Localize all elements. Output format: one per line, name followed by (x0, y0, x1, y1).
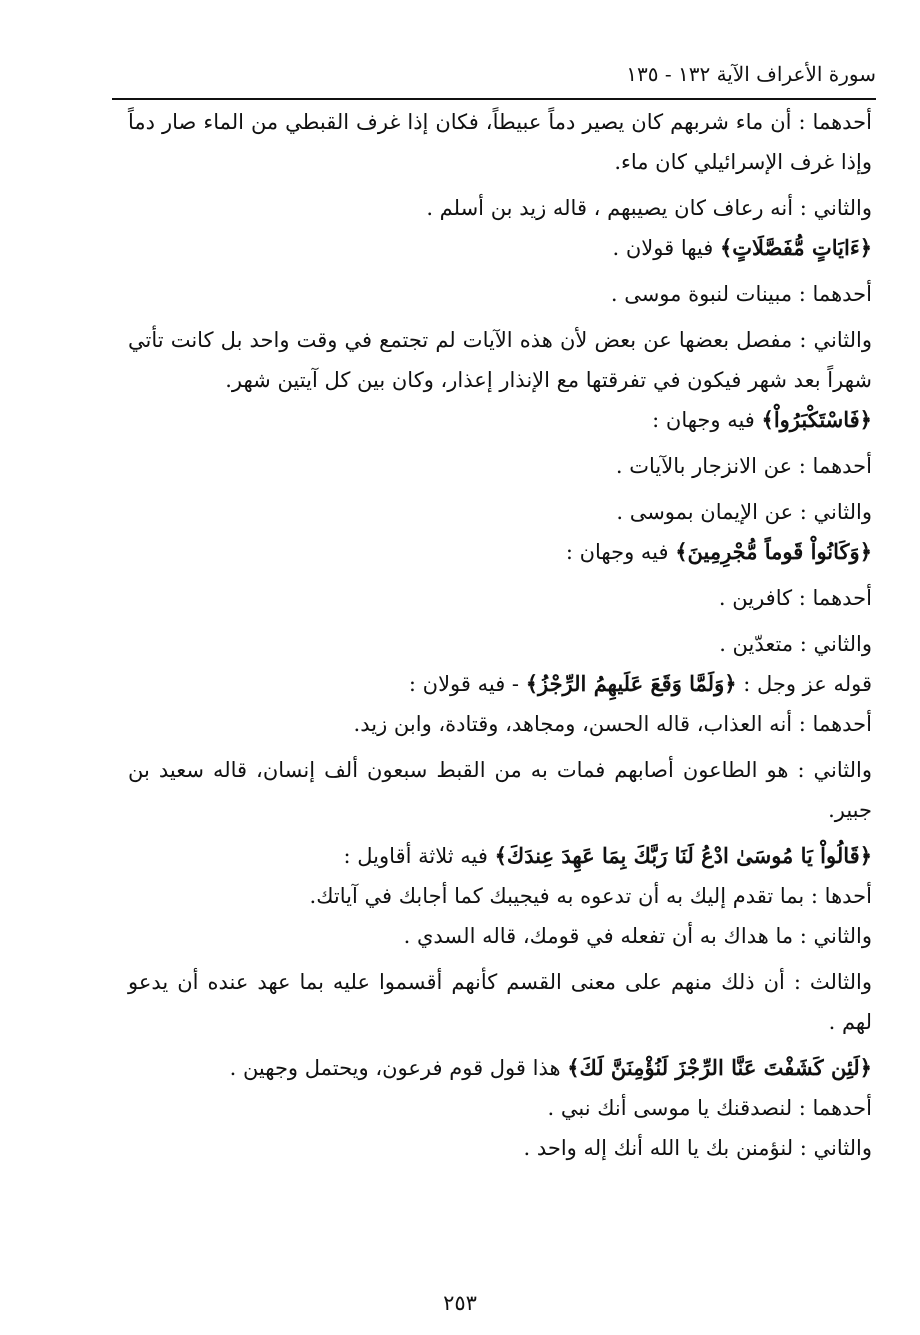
paragraph-19-text: هذا قول قوم فرعون، ويحتمل وجهين . (229, 1056, 568, 1080)
quran-quote-19: ﴿لَئِن كَشَفْتَ عَنَّا الرِّجْزَ لَنُؤْمِنَنَّ لَكَ﴾ (567, 1055, 872, 1080)
paragraph-5-text: والثاني : مفصل بعضها عن بعض لأن هذه الآيات لم تجتمع في وقت واحد بل كانت تأتي شهراً بعد شهر فيكون في تفرقتها مع الإنذار إعذار، وكان بين كل آيتين شهر. (128, 328, 872, 392)
paragraph-11-text: والثاني : متعدّين . (719, 632, 872, 656)
paragraph-12-text: - فيه قولان : (408, 672, 526, 696)
paragraph-4 (128, 274, 872, 314)
paragraph-18-text: والثالث : أن ذلك منهم على معنى القسم كأنهم أقسموا عليه بما عهد عنده أن يدعو لهم . (128, 970, 872, 1034)
paragraph-20-text: أحدهما : لنصدقنك يا موسى أنك نبي . (547, 1096, 872, 1120)
paragraph-5 (128, 320, 872, 400)
paragraph-8 (128, 492, 872, 532)
paragraph-16 (128, 876, 872, 916)
paragraph-10-text: أحدهما : كافرين . (718, 586, 872, 610)
paragraph-10 (128, 578, 872, 618)
page-number: ٢٥٣ (443, 1291, 477, 1315)
header-rule (112, 98, 876, 100)
paragraph-8-text: والثاني : عن الإيمان بموسى . (616, 500, 872, 524)
paragraph-18 (128, 962, 872, 1042)
paragraph-20 (128, 1088, 872, 1128)
running-header: سورة الأعراف الآية ١٣٢ - ١٣٥ (626, 62, 876, 86)
paragraph-6-text: فيه وجهان : (652, 408, 762, 432)
paragraph-14 (128, 750, 872, 830)
paragraph-12-prefix: قوله عز وجل : (736, 672, 872, 696)
paragraph-9 (128, 532, 872, 572)
paragraph-19 (128, 1048, 872, 1088)
paragraph-6 (128, 400, 872, 440)
page-body (128, 102, 872, 1168)
paragraph-9-text: فيه وجهان : (565, 540, 676, 564)
paragraph-3 (128, 228, 872, 268)
quran-quote-6: ﴿فَاسْتَكْبَرُواْ﴾ (761, 407, 872, 432)
paragraph-15-text: فيه ثلاثة أقاويل : (343, 844, 495, 868)
paragraph-4-text: أحدهما : مبينات لنبوة موسى . (610, 282, 872, 306)
paragraph-11 (128, 624, 872, 664)
paragraph-14-text: والثاني : هو الطاعون أصابهم فمات به من القبط سبعون ألف إنسان، قاله سعيد بن جبير. (128, 758, 872, 822)
paragraph-12 (128, 664, 872, 704)
paragraph-7-text: أحدهما : عن الانزجار بالآيات . (615, 454, 872, 478)
quran-quote-9: ﴿وَكَانُواْ قَوماً مُّجْرِمِينَ﴾ (675, 539, 872, 564)
paragraph-1-text: أحدهما : أن ماء شربهم كان يصير دماً عبيطاً، فكان إذا غرف القبطي من الماء صار دماً وإذا غرف الإسرائيلي كان ماء. (128, 110, 872, 174)
paragraph-1 (128, 102, 872, 182)
paragraph-13-text: أحدهما : أنه العذاب، قاله الحسن، ومجاهد، وقتادة، وابن زيد. (353, 712, 872, 736)
paragraph-7 (128, 446, 872, 486)
paragraph-17 (128, 916, 872, 956)
paragraph-15 (128, 836, 872, 876)
paragraph-2 (128, 188, 872, 228)
paragraph-2-text: والثاني : أنه رعاف كان يصيبهم ، قاله زيد بن أسلم . (426, 196, 872, 220)
paragraph-21-text: والثاني : لنؤمنن بك يا الله أنك إله واحد . (523, 1136, 872, 1160)
paragraph-3-text: فيها قولان . (612, 236, 720, 260)
quran-quote-15: ﴿قَالُواْ يَا مُوسَىٰ ادْعُ لَنَا رَبَّكَ بِمَا عَهِدَ عِندَكَ﴾ (494, 843, 872, 868)
paragraph-16-text: أحدها : بما تقدم إليك به أن تدعوه به فيجيبك كما أجابك في آياتك. (309, 884, 872, 908)
paragraph-21 (128, 1128, 872, 1168)
quran-quote-3: ﴿ءَايَاتٍ مُّفَصَّلَاتٍ﴾ (719, 235, 872, 260)
paragraph-13 (128, 704, 872, 744)
paragraph-17-text: والثاني : ما هداك به أن تفعله في قومك، قاله السدي . (403, 924, 872, 948)
quran-quote-12: ﴿وَلَمَّا وَقَعَ عَلَيهِمُ الرِّجْزُ﴾ (525, 671, 737, 696)
